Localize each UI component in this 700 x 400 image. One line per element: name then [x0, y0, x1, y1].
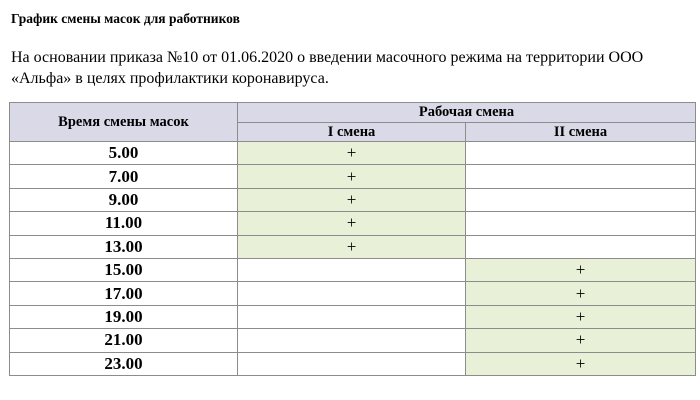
- time-cell: 9.00: [10, 188, 238, 211]
- intro-paragraph: [11, 47, 691, 89]
- shift-2-cell: +: [466, 258, 696, 281]
- shift-2-cell: +: [466, 282, 696, 305]
- table-row: [10, 142, 696, 165]
- table-row: [10, 188, 696, 211]
- shift-2-cell: [466, 165, 696, 188]
- shift-2-cell: [466, 235, 696, 258]
- table-row: [10, 282, 696, 305]
- table-row: [10, 305, 696, 328]
- shift-1-cell: [238, 305, 466, 328]
- intro-line: На основании приказа №10 от 01.06.2020 о введении масочного режима на территории ООО: [11, 49, 644, 66]
- shift-1-cell: [238, 282, 466, 305]
- header-shift-1: I смена: [238, 122, 466, 142]
- table-row: [10, 329, 696, 352]
- document-title: График смены масок для работников: [11, 11, 240, 26]
- header-time: Время смены масок: [10, 103, 238, 142]
- table-row: [10, 258, 696, 281]
- time-cell: 17.00: [10, 282, 238, 305]
- shift-1-cell: +: [238, 165, 466, 188]
- header-work-shift: Рабочая смена: [238, 103, 696, 123]
- shift-1-cell: [238, 258, 466, 281]
- shift-1-cell: +: [238, 235, 466, 258]
- shift-1-cell: +: [238, 188, 466, 211]
- shift-2-cell: [466, 142, 696, 165]
- shift-2-cell: +: [466, 329, 696, 352]
- time-cell: 23.00: [10, 352, 238, 375]
- shift-1-cell: +: [238, 212, 466, 235]
- time-cell: 11.00: [10, 212, 238, 235]
- shift-2-cell: [466, 212, 696, 235]
- table-row: [10, 165, 696, 188]
- shift-2-cell: [466, 188, 696, 211]
- time-cell: 15.00: [10, 258, 238, 281]
- time-cell: 5.00: [10, 142, 238, 165]
- table-row: [10, 235, 696, 258]
- header-shift-2: II смена: [466, 122, 696, 142]
- table-row: [10, 352, 696, 375]
- mask-schedule-table: [9, 102, 696, 376]
- time-cell: 19.00: [10, 305, 238, 328]
- time-cell: 21.00: [10, 329, 238, 352]
- time-cell: 7.00: [10, 165, 238, 188]
- schedule-body: [10, 142, 696, 376]
- shift-1-cell: [238, 352, 466, 375]
- time-cell: 13.00: [10, 235, 238, 258]
- table-row: [10, 212, 696, 235]
- shift-1-cell: +: [238, 142, 466, 165]
- shift-1-cell: [238, 329, 466, 352]
- shift-2-cell: +: [466, 305, 696, 328]
- shift-2-cell: +: [466, 352, 696, 375]
- intro-line: «Альфа» в целях профилактики коронавируса.: [11, 70, 329, 87]
